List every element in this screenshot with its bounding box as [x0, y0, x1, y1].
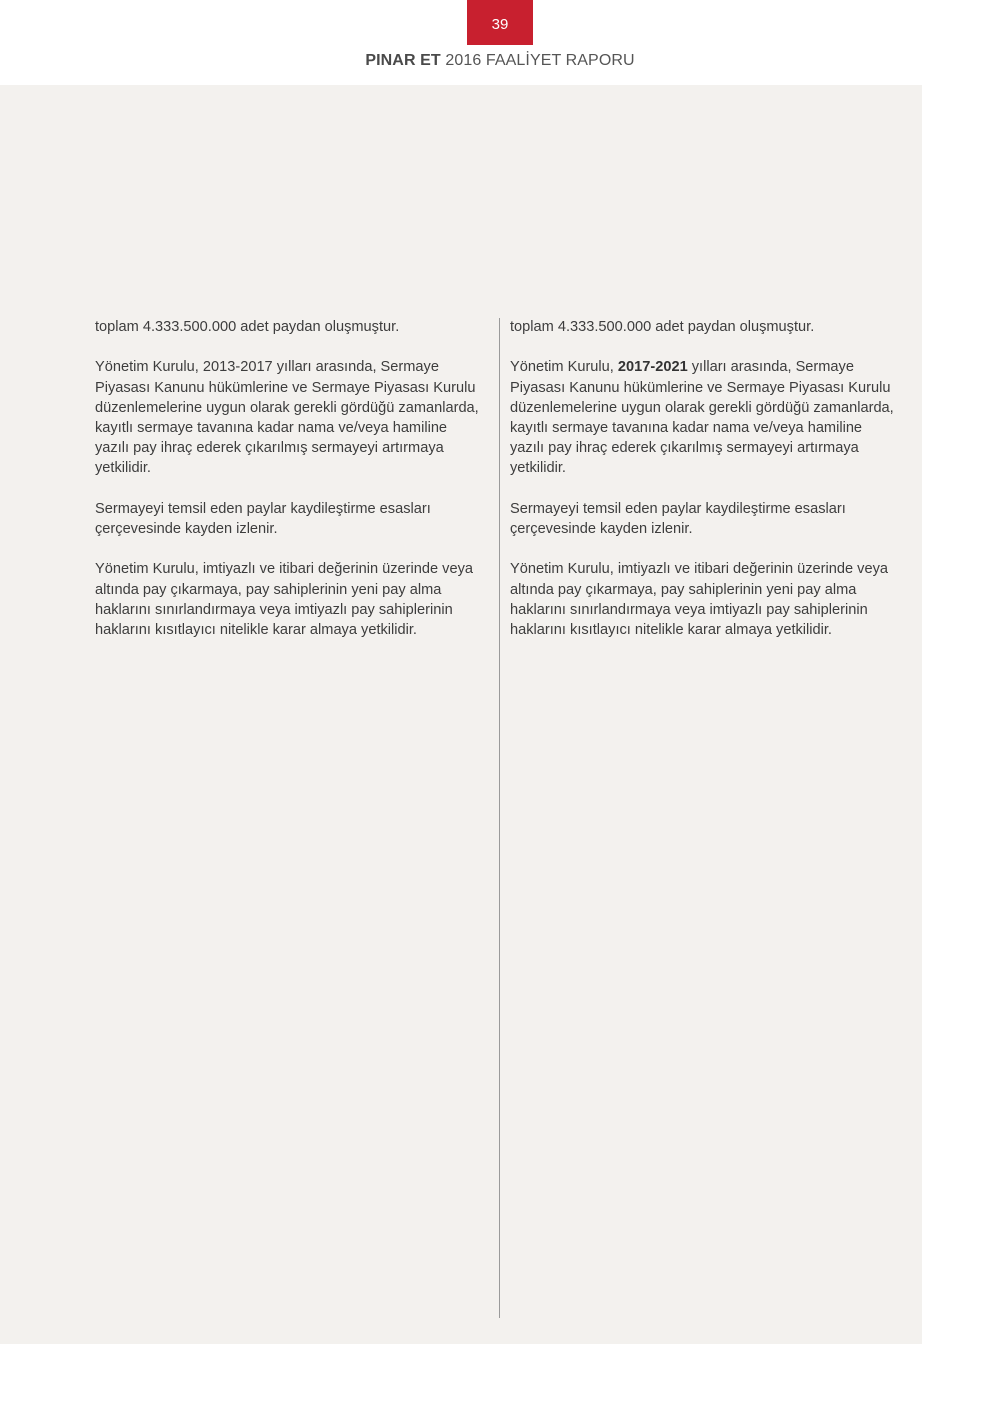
- right-column-new-text: [510, 317, 900, 660]
- brand-name: PINAR ET: [365, 52, 441, 69]
- left-paragraph-1: toplam 4.333.500.000 adet paydan oluşmuştur.: [95, 319, 400, 335]
- left-paragraph-3: Sermayeyi temsil eden paylar kaydileştirme esasları çerçevesinde kayden izlenir.: [95, 500, 431, 537]
- content-panel: [0, 85, 922, 1344]
- right-paragraph-3: Sermayeyi temsil eden paylar kaydileştirme esasları çerçevesinde kayden izlenir.: [510, 500, 846, 537]
- right-paragraph-4: Yönetim Kurulu, imtiyazlı ve itibari değerinin üzerinde veya altında pay çıkarmaya, pay sahiplerinin yeni pay alma haklarını sınırlandırmaya veya imtiyazlı pay sahiplerinin haklarını kısıtlayıcı nitelikle karar almaya yetkilidir.: [510, 561, 888, 638]
- left-paragraph-4: Yönetim Kurulu, imtiyazlı ve itibari değerinin üzerinde veya altında pay çıkarmaya, pay sahiplerinin yeni pay alma haklarını sınırlandırmaya veya imtiyazlı pay sahiplerinin haklarını kısıtlayıcı nitelikle karar almaya yetkilidir.: [95, 561, 473, 638]
- right-paragraph-2: [510, 357, 900, 478]
- left-column-old-text: [95, 317, 485, 660]
- right-paragraph-2-start: Yönetim Kurulu,: [510, 359, 618, 376]
- page-number: 39: [491, 16, 509, 33]
- report-header: [0, 52, 1000, 70]
- page-number-badge: [467, 0, 533, 45]
- right-paragraph-1: toplam 4.333.500.000 adet paydan oluşmuştur.: [510, 319, 815, 335]
- right-paragraph-2-years: 2017-2021: [617, 359, 688, 376]
- report-subtitle: 2016 FAALİYET RAPORU: [445, 52, 635, 69]
- right-paragraph-2-rest: yılları arasında, Sermaye Piyasası Kanunu hükümlerine ve Sermaye Piyasası Kurulu düzenlemelerine uygun olarak gerekli gördüğü zamanlarda, kayıtlı sermaye tavanına kadar nama ve/veya hamiline yazılı pay ihraç ederek çıkarılmış sermayeyi artırmaya yetkilidir.: [510, 359, 894, 477]
- left-paragraph-2: Yönetim Kurulu, 2013-2017 yılları arasında, Sermaye Piyasası Kanunu hükümlerine ve Sermaye Piyasası Kurulu düzenlemelerine uygun olarak gerekli gördüğü zamanlarda, kayıtlı sermaye tavanına kadar nama ve/veya hamiline yazılı pay ihraç ederek çıkarılmış sermayeyi artırmaya yetkilidir.: [95, 359, 479, 477]
- column-divider: [499, 318, 500, 1318]
